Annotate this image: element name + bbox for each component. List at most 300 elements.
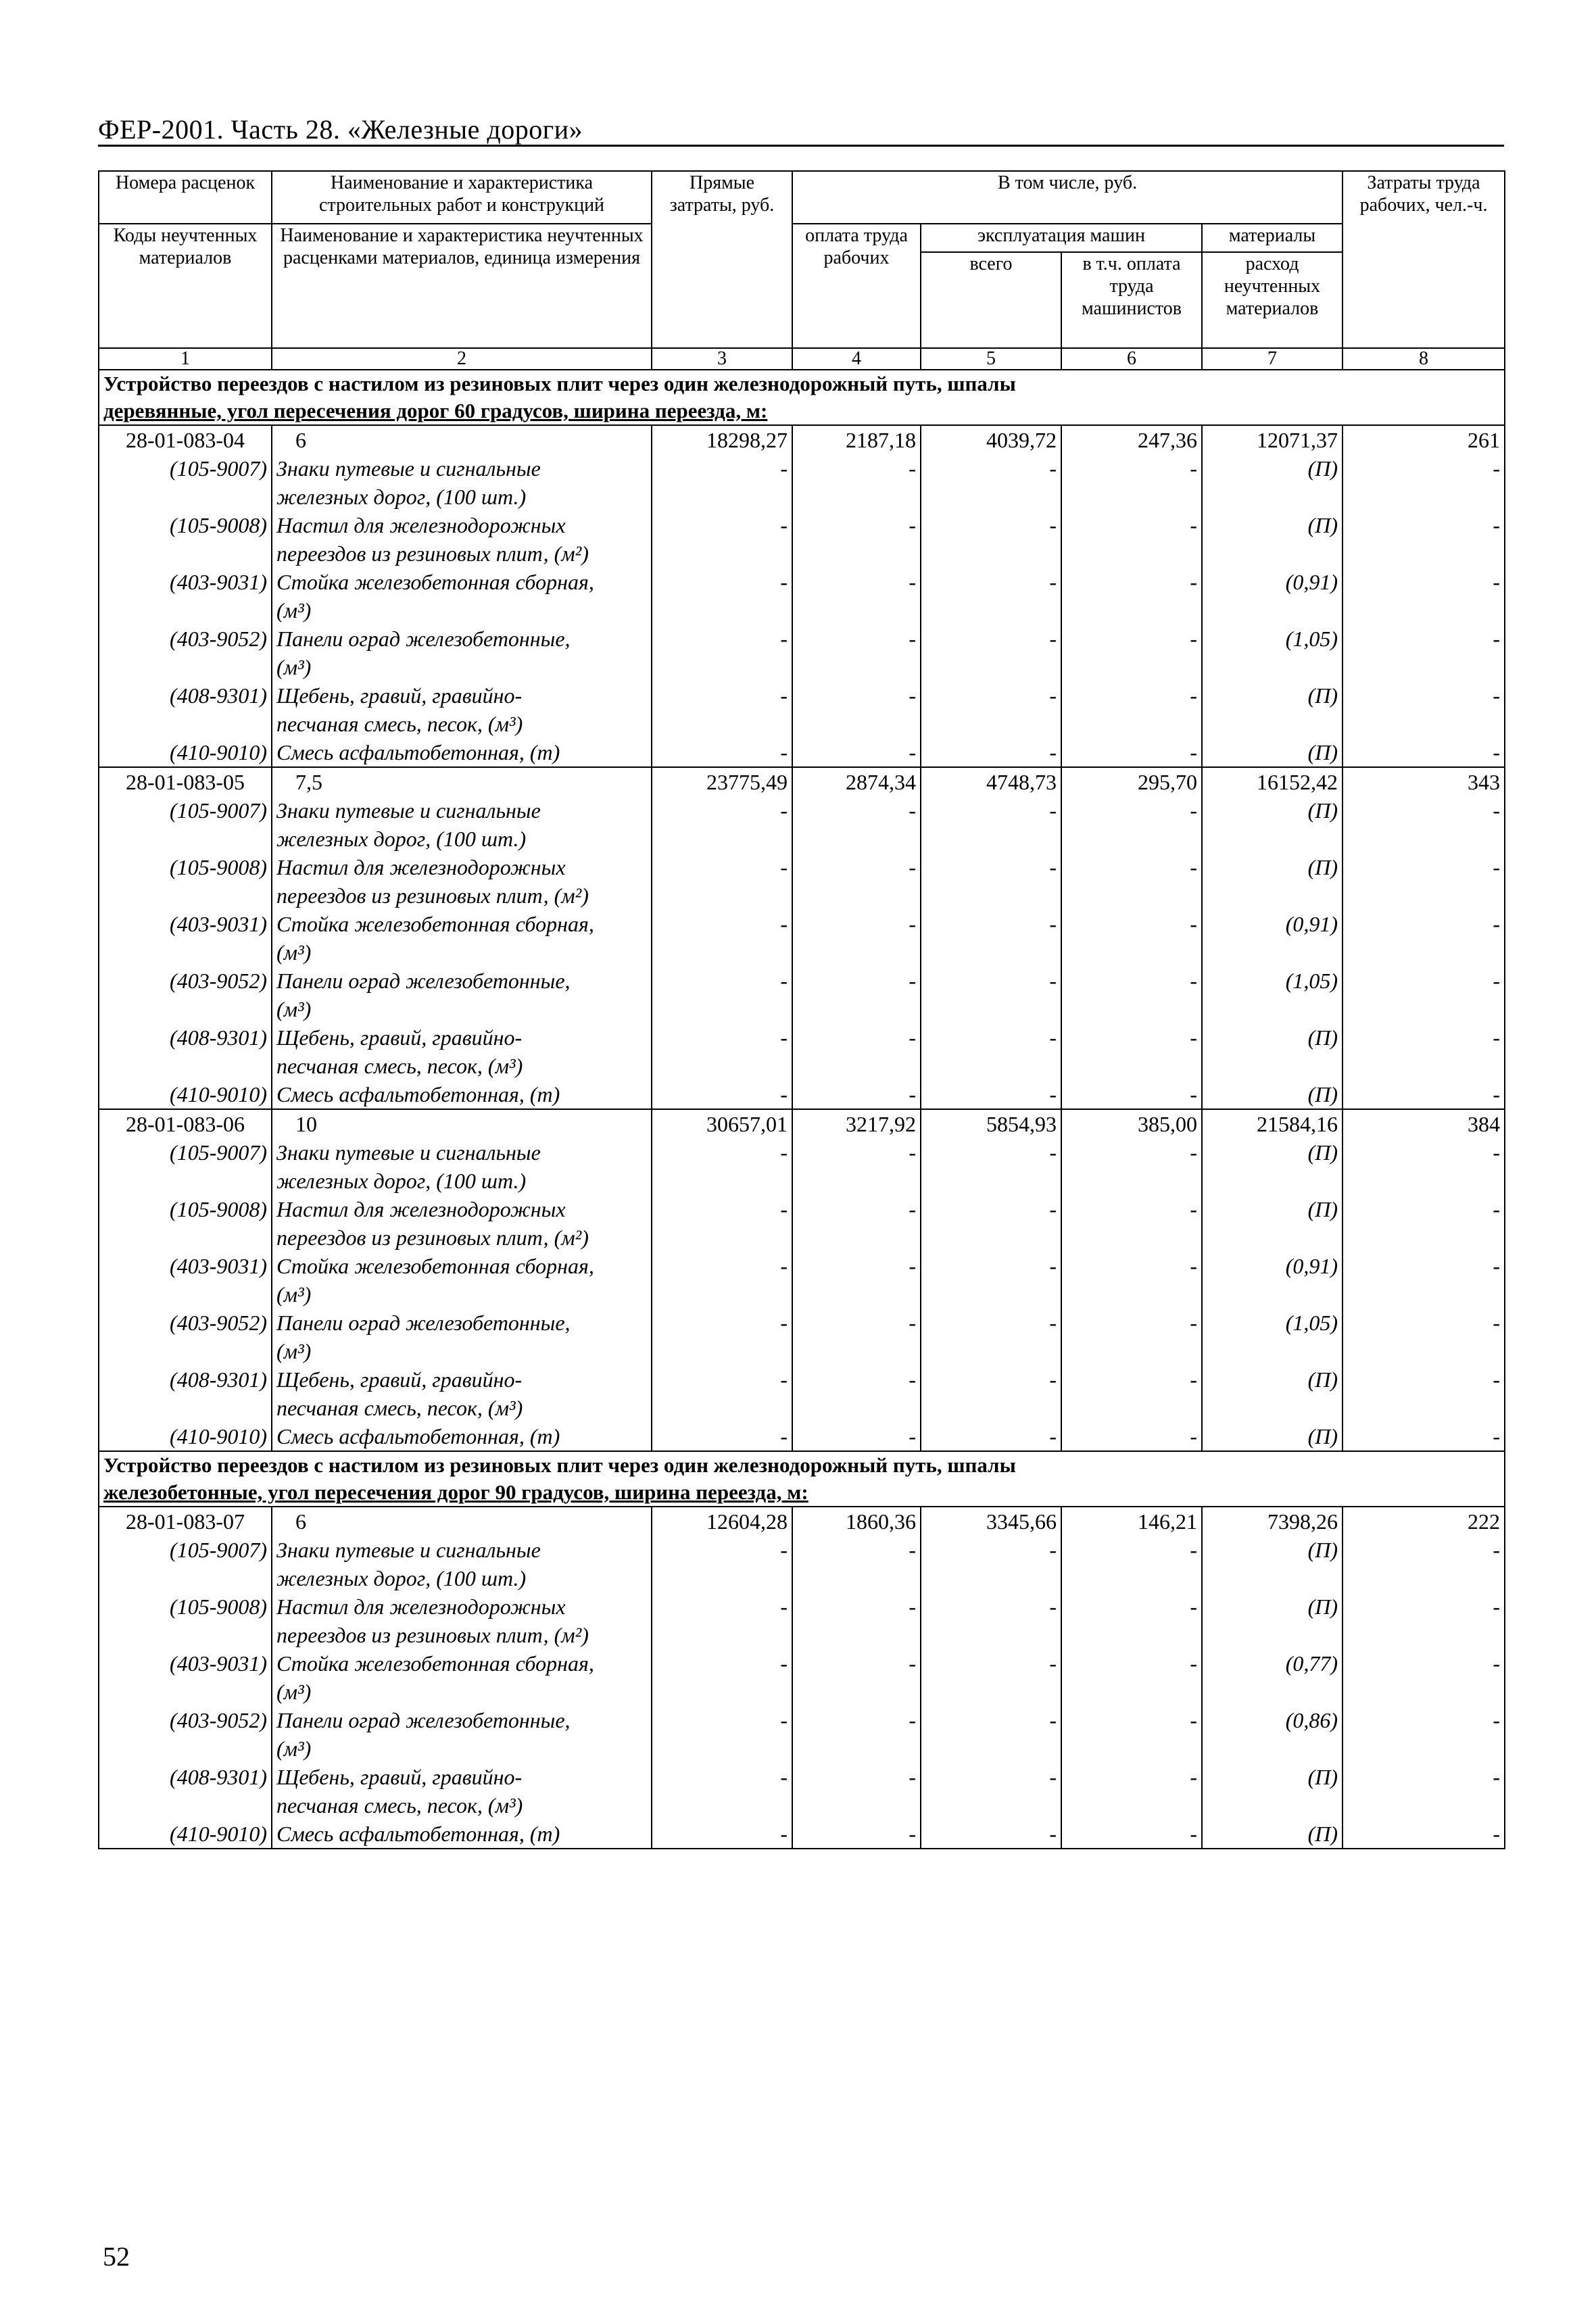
material-consumption: (П) xyxy=(1202,681,1343,738)
material-row xyxy=(99,681,1505,738)
material-row xyxy=(99,1592,1505,1649)
material-name-line: Стойка железобетонная сборная, xyxy=(276,570,594,594)
direct-costs: 23775,49 xyxy=(652,767,792,796)
empty-dash: - xyxy=(792,1706,921,1763)
material-name-line: (м³) xyxy=(276,655,312,679)
empty-dash: - xyxy=(792,511,921,568)
column-number: 6 xyxy=(1061,348,1202,370)
direct-costs: 12604,28 xyxy=(652,1507,792,1536)
material-name-line: железных дорог, (100 шт.) xyxy=(276,827,527,851)
empty-dash: - xyxy=(921,1195,1061,1252)
material-name-line: (м³) xyxy=(276,940,312,965)
empty-dash: - xyxy=(1061,568,1202,625)
material-row xyxy=(99,1023,1505,1080)
material-name-line: Настил для железнодорожных xyxy=(276,855,566,879)
empty-dash: - xyxy=(1061,1138,1202,1195)
material-row xyxy=(99,1080,1505,1109)
material-code: (408-9301) xyxy=(99,1023,272,1080)
section-title-line: деревянные, угол пересечения дорог 60 градусов, ширина переезда, м: xyxy=(103,399,768,422)
empty-dash: - xyxy=(652,910,792,967)
header-machine-operation: эксплуатация машин xyxy=(921,224,1202,252)
material-consumption: (П) xyxy=(1202,1536,1343,1592)
header-work-name: Наименование и характеристика строительных работ и конструкций xyxy=(272,171,652,224)
material-code: (105-9007) xyxy=(99,796,272,853)
empty-dash: - xyxy=(652,1138,792,1195)
material-row xyxy=(99,1820,1505,1849)
empty-dash: - xyxy=(1061,1365,1202,1422)
labor-hours: 261 xyxy=(1343,425,1505,454)
material-consumption: (П) xyxy=(1202,1080,1343,1109)
empty-dash: - xyxy=(1343,1820,1505,1849)
header-labor-hours: Затраты труда рабочих, чел.-ч. xyxy=(1343,171,1505,348)
empty-dash: - xyxy=(921,1649,1061,1706)
column-number: 7 xyxy=(1202,348,1343,370)
material-name-line: песчаная смесь, песок, (м³) xyxy=(276,712,523,736)
header-operator-pay: в т.ч. оплата труда машинистов xyxy=(1061,252,1202,348)
column-number: 2 xyxy=(272,348,652,370)
material-row xyxy=(99,1706,1505,1763)
empty-dash: - xyxy=(652,967,792,1023)
empty-dash: - xyxy=(652,1365,792,1422)
material-consumption: (0,91) xyxy=(1202,1252,1343,1309)
material-consumption: (П) xyxy=(1202,1820,1343,1849)
rates-table xyxy=(98,170,1505,1849)
column-number: 3 xyxy=(652,348,792,370)
empty-dash: - xyxy=(792,1592,921,1649)
empty-dash: - xyxy=(1061,910,1202,967)
empty-dash: - xyxy=(1343,1080,1505,1109)
section-title-line: Устройство переездов с настилом из резиновых плит через один железнодорожный путь, шпалы xyxy=(103,1453,1016,1477)
material-code: (403-9031) xyxy=(99,910,272,967)
material-name xyxy=(272,1309,652,1365)
material-consumption: (0,77) xyxy=(1202,1649,1343,1706)
rate-code: 28-01-083-07 xyxy=(99,1507,272,1536)
empty-dash: - xyxy=(1343,1365,1505,1422)
empty-dash: - xyxy=(792,1422,921,1451)
empty-dash: - xyxy=(921,1252,1061,1309)
empty-dash: - xyxy=(1061,853,1202,910)
empty-dash: - xyxy=(1343,681,1505,738)
empty-dash: - xyxy=(652,454,792,511)
material-name-line: (м³) xyxy=(276,1736,312,1761)
material-consumption: (П) xyxy=(1202,853,1343,910)
empty-dash: - xyxy=(921,1536,1061,1592)
material-code: (105-9007) xyxy=(99,454,272,511)
empty-dash: - xyxy=(652,1763,792,1820)
empty-dash: - xyxy=(1343,1592,1505,1649)
labor-hours: 384 xyxy=(1343,1109,1505,1138)
table-header xyxy=(99,171,1505,370)
material-code: (403-9031) xyxy=(99,1649,272,1706)
empty-dash: - xyxy=(921,1763,1061,1820)
material-name xyxy=(272,1023,652,1080)
materials-cost: 21584,16 xyxy=(1202,1109,1343,1138)
empty-dash: - xyxy=(921,853,1061,910)
empty-dash: - xyxy=(792,681,921,738)
empty-dash: - xyxy=(921,1138,1061,1195)
material-name-line: Щебень, гравий, гравийно- xyxy=(276,1025,523,1050)
empty-dash: - xyxy=(1343,1252,1505,1309)
material-code: (403-9031) xyxy=(99,1252,272,1309)
section-title-row xyxy=(99,1451,1505,1507)
empty-dash: - xyxy=(921,1365,1061,1422)
material-name-line: (м³) xyxy=(276,1339,312,1363)
material-name-line: Знаки путевые и сигнальные xyxy=(276,1538,541,1562)
material-name-line: Панели оград железобетонные, xyxy=(276,627,571,651)
material-code: (105-9007) xyxy=(99,1138,272,1195)
empty-dash: - xyxy=(1061,511,1202,568)
material-consumption: (П) xyxy=(1202,1592,1343,1649)
empty-dash: - xyxy=(792,1649,921,1706)
material-name xyxy=(272,1365,652,1422)
empty-dash: - xyxy=(1061,796,1202,853)
page-header-title: ФЕР-2001. Часть 28. «Железные дороги» xyxy=(98,114,583,145)
column-number: 1 xyxy=(99,348,272,370)
material-name-line: железных дорог, (100 шт.) xyxy=(276,1566,527,1590)
material-name xyxy=(272,1820,652,1849)
header-rule xyxy=(98,145,1504,147)
material-name-line: Знаки путевые и сигнальные xyxy=(276,1140,541,1165)
empty-dash: - xyxy=(1343,1422,1505,1451)
material-name xyxy=(272,1706,652,1763)
empty-dash: - xyxy=(792,1023,921,1080)
material-name xyxy=(272,511,652,568)
rate-code: 28-01-083-06 xyxy=(99,1109,272,1138)
rate-width: 7,5 xyxy=(272,767,652,796)
material-row xyxy=(99,910,1505,967)
material-row xyxy=(99,568,1505,625)
material-name-line: Смесь асфальтобетонная, (т) xyxy=(276,1424,560,1448)
empty-dash: - xyxy=(652,625,792,681)
empty-dash: - xyxy=(652,1820,792,1849)
material-name-line: (м³) xyxy=(276,1282,312,1307)
material-name-line: переездов из резиновых плит, (м²) xyxy=(276,1623,589,1647)
material-consumption: (П) xyxy=(1202,796,1343,853)
material-name-line: Настил для железнодорожных xyxy=(276,1197,566,1221)
empty-dash: - xyxy=(792,1309,921,1365)
empty-dash: - xyxy=(792,738,921,767)
empty-dash: - xyxy=(1343,1309,1505,1365)
machines-total: 3345,66 xyxy=(921,1507,1061,1536)
material-name-line: Стойка железобетонная сборная, xyxy=(276,912,594,936)
empty-dash: - xyxy=(652,1023,792,1080)
column-number-row xyxy=(99,348,1505,370)
empty-dash: - xyxy=(792,454,921,511)
empty-dash: - xyxy=(921,454,1061,511)
material-consumption: (0,91) xyxy=(1202,910,1343,967)
material-consumption: (П) xyxy=(1202,454,1343,511)
empty-dash: - xyxy=(921,1706,1061,1763)
empty-dash: - xyxy=(652,738,792,767)
machines-total: 5854,93 xyxy=(921,1109,1061,1138)
material-row xyxy=(99,853,1505,910)
empty-dash: - xyxy=(1061,1195,1202,1252)
machines-total: 4039,72 xyxy=(921,425,1061,454)
column-number: 8 xyxy=(1343,348,1505,370)
material-name xyxy=(272,681,652,738)
materials-cost: 7398,26 xyxy=(1202,1507,1343,1536)
header-rate-numbers: Номера расценок xyxy=(99,171,272,224)
material-name-line: Знаки путевые и сигнальные xyxy=(276,456,541,481)
rate-code: 28-01-083-04 xyxy=(99,425,272,454)
material-name-line: (м³) xyxy=(276,1680,312,1704)
material-code: (403-9052) xyxy=(99,1706,272,1763)
material-row xyxy=(99,967,1505,1023)
empty-dash: - xyxy=(792,1763,921,1820)
empty-dash: - xyxy=(1061,1536,1202,1592)
empty-dash: - xyxy=(1343,1649,1505,1706)
material-code: (408-9301) xyxy=(99,1365,272,1422)
header-including: В том числе, руб. xyxy=(792,171,1343,224)
material-name-line: песчаная смесь, песок, (м³) xyxy=(276,1793,523,1818)
empty-dash: - xyxy=(1343,1536,1505,1592)
material-name-line: Смесь асфальтобетонная, (т) xyxy=(276,740,560,764)
material-name-line: Щебень, гравий, гравийно- xyxy=(276,1765,523,1789)
worker-pay: 3217,92 xyxy=(792,1109,921,1138)
empty-dash: - xyxy=(921,681,1061,738)
section-title-line: железобетонные, угол пересечения дорог 90 градусов, ширина переезда, м: xyxy=(103,1480,808,1504)
material-name-line: переездов из резиновых плит, (м²) xyxy=(276,541,589,566)
empty-dash: - xyxy=(1061,1592,1202,1649)
material-name xyxy=(272,1195,652,1252)
empty-dash: - xyxy=(1061,967,1202,1023)
empty-dash: - xyxy=(921,511,1061,568)
empty-dash: - xyxy=(921,568,1061,625)
material-name xyxy=(272,796,652,853)
material-row xyxy=(99,625,1505,681)
material-consumption: (П) xyxy=(1202,511,1343,568)
empty-dash: - xyxy=(1343,625,1505,681)
material-code: (105-9008) xyxy=(99,1592,272,1649)
empty-dash: - xyxy=(652,681,792,738)
material-name-line: Щебень, гравий, гравийно- xyxy=(276,683,523,708)
empty-dash: - xyxy=(1343,1195,1505,1252)
material-row xyxy=(99,738,1505,767)
operator-pay: 247,36 xyxy=(1061,425,1202,454)
empty-dash: - xyxy=(1061,1422,1202,1451)
section-title-line: Устройство переездов с настилом из резиновых плит через один железнодорожный путь, шпалы xyxy=(103,372,1016,395)
labor-hours: 222 xyxy=(1343,1507,1505,1536)
empty-dash: - xyxy=(1061,1080,1202,1109)
material-name-line: Стойка железобетонная сборная, xyxy=(276,1254,594,1278)
material-name xyxy=(272,1592,652,1649)
worker-pay: 1860,36 xyxy=(792,1507,921,1536)
empty-dash: - xyxy=(792,796,921,853)
material-name-line: песчаная смесь, песок, (м³) xyxy=(276,1054,523,1078)
material-name xyxy=(272,853,652,910)
material-consumption: (П) xyxy=(1202,1023,1343,1080)
empty-dash: - xyxy=(1343,1138,1505,1195)
empty-dash: - xyxy=(921,1309,1061,1365)
material-name-line: железных дорог, (100 шт.) xyxy=(276,1169,527,1193)
empty-dash: - xyxy=(1061,1706,1202,1763)
material-code: (105-9007) xyxy=(99,1536,272,1592)
empty-dash: - xyxy=(1061,738,1202,767)
empty-dash: - xyxy=(652,1536,792,1592)
material-row xyxy=(99,511,1505,568)
empty-dash: - xyxy=(1343,738,1505,767)
material-code: (105-9008) xyxy=(99,511,272,568)
empty-dash: - xyxy=(1343,796,1505,853)
empty-dash: - xyxy=(921,1023,1061,1080)
operator-pay: 385,00 xyxy=(1061,1109,1202,1138)
materials-cost: 12071,37 xyxy=(1202,425,1343,454)
header-direct-costs: Прямые затраты, руб. xyxy=(652,171,792,348)
material-name xyxy=(272,1080,652,1109)
material-name-line: Настил для железнодорожных xyxy=(276,1594,566,1619)
material-code: (105-9008) xyxy=(99,853,272,910)
header-machines-total: всего xyxy=(921,252,1061,348)
rate-width: 6 xyxy=(272,425,652,454)
material-name-line: Стойка железобетонная сборная, xyxy=(276,1651,594,1676)
material-consumption: (П) xyxy=(1202,1763,1343,1820)
material-row xyxy=(99,454,1505,511)
empty-dash: - xyxy=(921,738,1061,767)
empty-dash: - xyxy=(1343,1706,1505,1763)
material-name xyxy=(272,625,652,681)
machines-total: 4748,73 xyxy=(921,767,1061,796)
empty-dash: - xyxy=(652,568,792,625)
empty-dash: - xyxy=(1343,967,1505,1023)
empty-dash: - xyxy=(652,1252,792,1309)
material-consumption: (1,05) xyxy=(1202,625,1343,681)
empty-dash: - xyxy=(652,1195,792,1252)
material-name-line: Настил для железнодорожных xyxy=(276,513,566,537)
header-unaccounted-materials: расход неучтенных материалов xyxy=(1202,252,1343,348)
empty-dash: - xyxy=(1061,625,1202,681)
empty-dash: - xyxy=(921,967,1061,1023)
empty-dash: - xyxy=(1061,1309,1202,1365)
material-name xyxy=(272,1536,652,1592)
empty-dash: - xyxy=(1061,1649,1202,1706)
material-name xyxy=(272,1649,652,1706)
empty-dash: - xyxy=(921,796,1061,853)
material-name-line: железных дорог, (100 шт.) xyxy=(276,485,527,509)
rate-row xyxy=(99,1109,1505,1138)
page-number: 52 xyxy=(103,2241,130,2272)
column-number: 5 xyxy=(921,348,1061,370)
empty-dash: - xyxy=(921,625,1061,681)
empty-dash: - xyxy=(1061,1252,1202,1309)
operator-pay: 295,70 xyxy=(1061,767,1202,796)
material-name xyxy=(272,1138,652,1195)
empty-dash: - xyxy=(792,1138,921,1195)
material-code: (408-9301) xyxy=(99,1763,272,1820)
material-consumption: (1,05) xyxy=(1202,967,1343,1023)
empty-dash: - xyxy=(792,967,921,1023)
header-materials: материалы xyxy=(1202,224,1343,252)
material-name xyxy=(272,568,652,625)
empty-dash: - xyxy=(792,853,921,910)
material-consumption: (П) xyxy=(1202,1365,1343,1422)
empty-dash: - xyxy=(1343,910,1505,967)
rate-row xyxy=(99,425,1505,454)
material-code: (403-9031) xyxy=(99,568,272,625)
material-consumption: (П) xyxy=(1202,1195,1343,1252)
empty-dash: - xyxy=(1061,1763,1202,1820)
material-name xyxy=(272,738,652,767)
empty-dash: - xyxy=(792,1195,921,1252)
material-row xyxy=(99,1195,1505,1252)
empty-dash: - xyxy=(1061,1023,1202,1080)
empty-dash: - xyxy=(1061,454,1202,511)
section-title xyxy=(99,1451,1505,1507)
empty-dash: - xyxy=(1343,568,1505,625)
direct-costs: 18298,27 xyxy=(652,425,792,454)
material-code: (105-9008) xyxy=(99,1195,272,1252)
material-row xyxy=(99,1536,1505,1592)
material-name-line: Панели оград железобетонные, xyxy=(276,1311,571,1335)
direct-costs: 30657,01 xyxy=(652,1109,792,1138)
material-name xyxy=(272,1422,652,1451)
rate-width: 6 xyxy=(272,1507,652,1536)
rate-row xyxy=(99,767,1505,796)
empty-dash: - xyxy=(792,625,921,681)
rate-code: 28-01-083-05 xyxy=(99,767,272,796)
empty-dash: - xyxy=(652,1422,792,1451)
empty-dash: - xyxy=(1343,1023,1505,1080)
rate-width: 10 xyxy=(272,1109,652,1138)
material-name xyxy=(272,1763,652,1820)
empty-dash: - xyxy=(652,796,792,853)
material-name-line: переездов из резиновых плит, (м²) xyxy=(276,1225,589,1250)
material-code: (403-9052) xyxy=(99,967,272,1023)
material-row xyxy=(99,1365,1505,1422)
rate-row xyxy=(99,1507,1505,1536)
material-consumption: (П) xyxy=(1202,1422,1343,1451)
material-name-line: Панели оград железобетонные, xyxy=(276,1708,571,1732)
empty-dash: - xyxy=(652,853,792,910)
material-name-line: Панели оград железобетонные, xyxy=(276,969,571,993)
header-material-name: Наименование и характеристика неучтенных расценками материалов, единица измерения xyxy=(272,224,652,348)
operator-pay: 146,21 xyxy=(1061,1507,1202,1536)
empty-dash: - xyxy=(652,1309,792,1365)
empty-dash: - xyxy=(792,568,921,625)
empty-dash: - xyxy=(921,1080,1061,1109)
section-title-row xyxy=(99,370,1505,425)
material-consumption: (0,86) xyxy=(1202,1706,1343,1763)
empty-dash: - xyxy=(792,1080,921,1109)
material-consumption: (0,91) xyxy=(1202,568,1343,625)
material-row xyxy=(99,1422,1505,1451)
material-name-line: (м³) xyxy=(276,598,312,623)
materials-cost: 16152,42 xyxy=(1202,767,1343,796)
empty-dash: - xyxy=(1343,511,1505,568)
empty-dash: - xyxy=(652,511,792,568)
material-code: (410-9010) xyxy=(99,738,272,767)
material-row xyxy=(99,1309,1505,1365)
material-name-line: Смесь асфальтобетонная, (т) xyxy=(276,1822,560,1846)
empty-dash: - xyxy=(1343,853,1505,910)
table-body xyxy=(99,370,1505,1849)
material-row xyxy=(99,1649,1505,1706)
worker-pay: 2874,34 xyxy=(792,767,921,796)
material-name xyxy=(272,967,652,1023)
empty-dash: - xyxy=(792,1536,921,1592)
material-code: (410-9010) xyxy=(99,1820,272,1849)
labor-hours: 343 xyxy=(1343,767,1505,796)
section-title xyxy=(99,370,1505,425)
material-code: (410-9010) xyxy=(99,1422,272,1451)
empty-dash: - xyxy=(1343,1763,1505,1820)
empty-dash: - xyxy=(921,1592,1061,1649)
empty-dash: - xyxy=(792,1252,921,1309)
material-code: (410-9010) xyxy=(99,1080,272,1109)
material-name-line: Смесь асфальтобетонная, (т) xyxy=(276,1082,560,1106)
material-row xyxy=(99,1763,1505,1820)
material-name xyxy=(272,1252,652,1309)
empty-dash: - xyxy=(1061,681,1202,738)
